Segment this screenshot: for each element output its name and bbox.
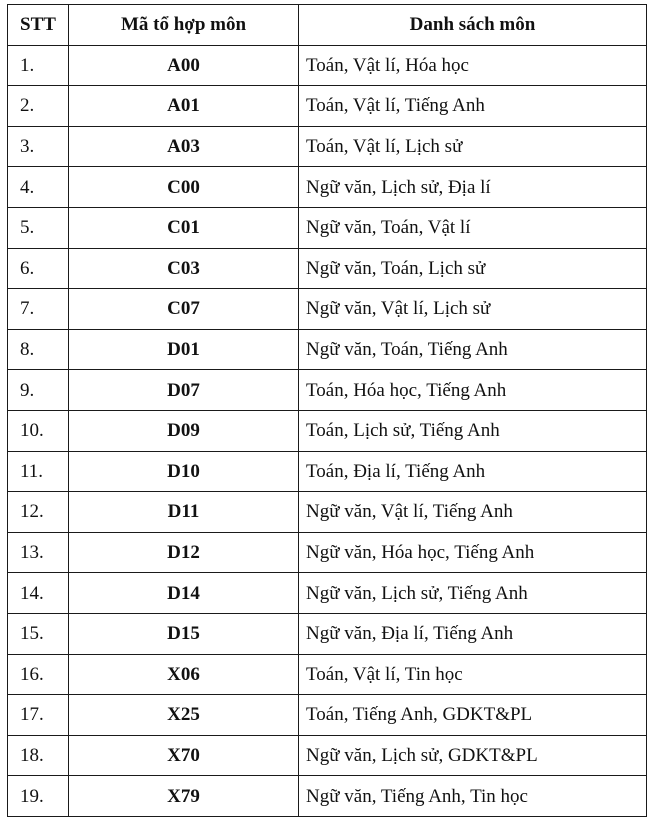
row-combination-code: D01 (69, 329, 299, 370)
row-combination-code: D11 (69, 492, 299, 533)
row-combination-code: D07 (69, 370, 299, 411)
row-stt: 8. (8, 329, 69, 370)
table-header (8, 5, 647, 46)
table-row (8, 45, 647, 86)
table-row (8, 370, 647, 411)
row-stt: 18. (8, 735, 69, 776)
table-row (8, 126, 647, 167)
subject-combination-table (7, 4, 647, 817)
row-stt: 3. (8, 126, 69, 167)
table-row (8, 248, 647, 289)
table-row (8, 207, 647, 248)
table-row (8, 573, 647, 614)
row-combination-code: A00 (69, 45, 299, 86)
table-row (8, 492, 647, 533)
header-subject-list: Danh sách môn (299, 5, 647, 46)
row-stt: 16. (8, 654, 69, 695)
row-combination-code: D14 (69, 573, 299, 614)
row-combination-code: X06 (69, 654, 299, 695)
row-combination-code: D09 (69, 410, 299, 451)
row-subject-list: Toán, Vật lí, Tin học (299, 654, 647, 695)
row-combination-code: X25 (69, 695, 299, 736)
row-combination-code: D12 (69, 532, 299, 573)
row-subject-list: Ngữ văn, Lịch sử, Tiếng Anh (299, 573, 647, 614)
row-stt: 7. (8, 289, 69, 330)
table-row (8, 532, 647, 573)
row-combination-code: A01 (69, 86, 299, 127)
row-combination-code: C07 (69, 289, 299, 330)
table-row (8, 613, 647, 654)
row-combination-code: X70 (69, 735, 299, 776)
row-stt: 19. (8, 776, 69, 817)
row-combination-code: D10 (69, 451, 299, 492)
row-stt: 11. (8, 451, 69, 492)
table-row (8, 735, 647, 776)
row-subject-list: Ngữ văn, Hóa học, Tiếng Anh (299, 532, 647, 573)
table-body (8, 45, 647, 816)
row-subject-list: Ngữ văn, Địa lí, Tiếng Anh (299, 613, 647, 654)
row-stt: 9. (8, 370, 69, 411)
row-combination-code: A03 (69, 126, 299, 167)
table-row (8, 289, 647, 330)
row-subject-list: Toán, Tiếng Anh, GDKT&PL (299, 695, 647, 736)
row-combination-code: X79 (69, 776, 299, 817)
table-row (8, 451, 647, 492)
row-subject-list: Toán, Hóa học, Tiếng Anh (299, 370, 647, 411)
row-subject-list: Ngữ văn, Lịch sử, Địa lí (299, 167, 647, 208)
row-stt: 12. (8, 492, 69, 533)
row-subject-list: Toán, Vật lí, Hóa học (299, 45, 647, 86)
row-stt: 13. (8, 532, 69, 573)
table-row (8, 86, 647, 127)
row-subject-list: Ngữ văn, Toán, Lịch sử (299, 248, 647, 289)
row-stt: 14. (8, 573, 69, 614)
header-stt: STT (8, 5, 69, 46)
table-row (8, 695, 647, 736)
row-subject-list: Toán, Vật lí, Lịch sử (299, 126, 647, 167)
row-combination-code: C03 (69, 248, 299, 289)
row-subject-list: Toán, Vật lí, Tiếng Anh (299, 86, 647, 127)
table-row (8, 167, 647, 208)
row-subject-list: Ngữ văn, Vật lí, Tiếng Anh (299, 492, 647, 533)
table-row (8, 410, 647, 451)
row-subject-list: Ngữ văn, Vật lí, Lịch sử (299, 289, 647, 330)
table-row (8, 776, 647, 817)
row-combination-code: D15 (69, 613, 299, 654)
row-stt: 10. (8, 410, 69, 451)
table-row (8, 329, 647, 370)
table-row (8, 654, 647, 695)
row-stt: 2. (8, 86, 69, 127)
row-subject-list: Ngữ văn, Tiếng Anh, Tin học (299, 776, 647, 817)
row-combination-code: C01 (69, 207, 299, 248)
row-subject-list: Toán, Địa lí, Tiếng Anh (299, 451, 647, 492)
row-combination-code: C00 (69, 167, 299, 208)
row-subject-list: Ngữ văn, Lịch sử, GDKT&PL (299, 735, 647, 776)
row-subject-list: Ngữ văn, Toán, Vật lí (299, 207, 647, 248)
row-stt: 15. (8, 613, 69, 654)
row-stt: 6. (8, 248, 69, 289)
row-stt: 17. (8, 695, 69, 736)
row-subject-list: Ngữ văn, Toán, Tiếng Anh (299, 329, 647, 370)
header-row (8, 5, 647, 46)
row-subject-list: Toán, Lịch sử, Tiếng Anh (299, 410, 647, 451)
header-combination-code: Mã tổ hợp môn (69, 5, 299, 46)
row-stt: 4. (8, 167, 69, 208)
row-stt: 5. (8, 207, 69, 248)
row-stt: 1. (8, 45, 69, 86)
